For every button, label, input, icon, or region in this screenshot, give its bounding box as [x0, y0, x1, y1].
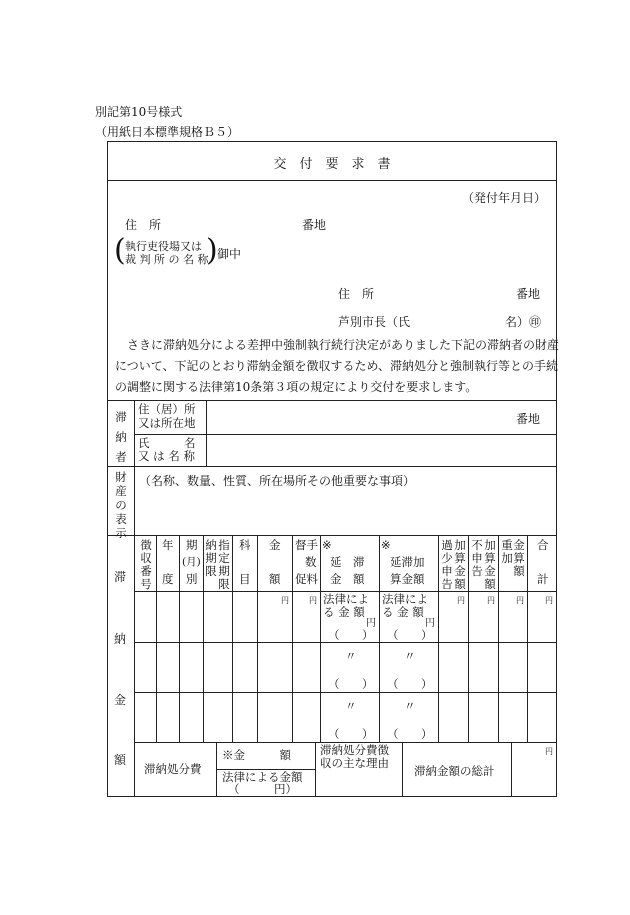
law-line1-b: 法律によ	[382, 592, 428, 606]
col-under-report-b: 加算金額	[454, 538, 466, 591]
yen-total: 円	[545, 596, 553, 605]
yen-amount: 円	[281, 596, 289, 605]
col-fee-c: 促料	[295, 572, 318, 586]
paren-close-a-3: ）	[362, 727, 374, 741]
sender-banchi: 番地	[516, 287, 541, 301]
address-label-1: 住（居）所	[138, 402, 196, 416]
form-number: 別記第10号様式	[95, 105, 183, 119]
col-subject-top: 科	[239, 538, 251, 552]
col-amount-top: 金	[269, 538, 281, 552]
mayor-name-close: 名）	[505, 315, 530, 329]
col-fee-a: 督手	[295, 538, 318, 552]
col-overdue-add-a: 延滞加	[390, 555, 425, 569]
law-yen-b: 円	[425, 618, 435, 629]
col-year-top: 年	[162, 538, 174, 552]
paren-close-b: ）	[421, 628, 433, 642]
law-amount-paren: （ 円）	[228, 782, 297, 796]
court-office-line2: 裁 判 所 の 名 称	[125, 253, 209, 266]
address-label-2: 又は所在地	[138, 416, 196, 430]
ditto-a-3: 〃	[345, 699, 357, 713]
col-no-report-b: 加算金額	[484, 538, 496, 591]
paren-open-a: （	[328, 628, 340, 642]
yen-no-report: 円	[487, 596, 495, 605]
col-overdue-add-b: 算金額	[390, 572, 425, 586]
fee-label: 滞納処分費	[144, 762, 202, 776]
yen-under-report: 円	[457, 596, 465, 605]
paren-open-b-2: （	[387, 677, 399, 691]
law-amount: 法律による金額	[222, 770, 303, 784]
reason-line-2: 収の主な理由	[320, 756, 389, 770]
col-heavy-a: 重加	[501, 538, 513, 565]
sender-address-label: 住 所	[338, 287, 375, 301]
col-heavy-b: 金算額	[513, 538, 525, 578]
paren-close-a: ）	[362, 628, 374, 642]
yen-heavy: 円	[516, 596, 524, 605]
amount-label-char-4: 額	[114, 753, 127, 767]
property-note: （名称、数量、性質、所在場所その他重要な事項）	[139, 474, 416, 488]
paren-close-a-2: ）	[362, 677, 374, 691]
paren-close-b-2: ）	[421, 677, 433, 691]
property-section-label: 財産の表示	[115, 470, 127, 540]
form-title: 交 付 要 求 書	[273, 157, 391, 172]
onchu: 御中	[217, 247, 242, 261]
col-total-bot: 計	[537, 572, 549, 586]
col-no-report-a: 不申告	[471, 538, 483, 578]
seal-icon: ㊞	[529, 315, 542, 329]
recipient-address-label: 住 所	[125, 218, 162, 232]
col-under-report-a: 過少申告	[441, 538, 453, 591]
ditto-b-2: 〃	[404, 649, 416, 663]
amount-label-char-2: 納	[114, 632, 127, 646]
bracket-open: (	[114, 233, 126, 268]
law-line1-a: 法律によ	[323, 592, 369, 606]
col-amount-bot: 額	[269, 572, 281, 586]
paren-open-b: （	[387, 628, 399, 642]
mayor-label: 芦別市長（氏	[338, 315, 411, 329]
col-year-bot: 度	[162, 572, 174, 586]
law-line2-b: る 金 額	[382, 605, 424, 619]
ditto-a-2: 〃	[345, 649, 357, 663]
star-amount: ※金 額	[222, 748, 291, 762]
ditto-b-3: 〃	[404, 699, 416, 713]
paren-open-a-2: （	[328, 677, 340, 691]
col-overdue-b: 金 額	[330, 572, 365, 586]
col-period-top: 期	[186, 538, 198, 552]
total-yen: 円	[545, 747, 553, 756]
amount-label-char-3: 金	[114, 693, 127, 707]
paren-open-a-3: （	[328, 727, 340, 741]
paren-close-b-3: ）	[421, 727, 433, 741]
body-paragraph	[115, 335, 559, 398]
reason-line-1: 滞納処分費徴	[320, 743, 389, 757]
paren-open-b-3: （	[387, 727, 399, 741]
amount-label-char-1: 滞	[114, 570, 127, 584]
col-period-bot: 別	[186, 572, 198, 586]
delinquent-banchi: 番地	[516, 412, 541, 426]
law-yen-a: 円	[366, 618, 376, 629]
recipient-banchi: 番地	[302, 218, 327, 232]
court-office-line1: 執行吏役場又は	[125, 240, 202, 253]
col-total-top: 合	[537, 538, 549, 552]
body-line-1: さきに滞納処分による差押中強制執行続行決定がありました下記の滞納者の財産	[115, 338, 560, 352]
name-label-1: 氏 名	[138, 436, 196, 450]
name-label-2: 又 は 名 称	[138, 449, 195, 463]
col-overdue-mark: ※	[322, 538, 332, 552]
paper-spec: （用紙日本標準規格Ｂ５）	[95, 125, 240, 139]
col-subject-bot: 目	[239, 572, 251, 586]
col-period-mid: (月)	[182, 556, 201, 568]
delinquent-section-label: 滞納者	[115, 410, 127, 464]
col-fee-b: 数	[305, 555, 317, 569]
col-overdue-add-mark: ※	[381, 538, 391, 552]
body-line-3: の調整に関する法律第10条第３項の規定により交付を要求します。	[115, 380, 478, 394]
col-collection-number: 徴収番号	[140, 538, 152, 591]
law-line2-a: る 金 額	[323, 605, 365, 619]
bracket-close: )	[206, 233, 218, 268]
col-due-date: 納期限	[205, 538, 217, 578]
issue-date: （発付年月日）	[462, 191, 547, 205]
yen-fee: 円	[309, 596, 317, 605]
col-overdue-a: 延 滞	[330, 555, 365, 569]
body-line-2: について、下記のとおり滞納金額を徴収するため、滞納処分と強制執行等との手続	[115, 359, 559, 373]
col-designated-date: 指定期限	[218, 538, 230, 591]
total-label: 滞納金額の総計	[414, 764, 495, 778]
